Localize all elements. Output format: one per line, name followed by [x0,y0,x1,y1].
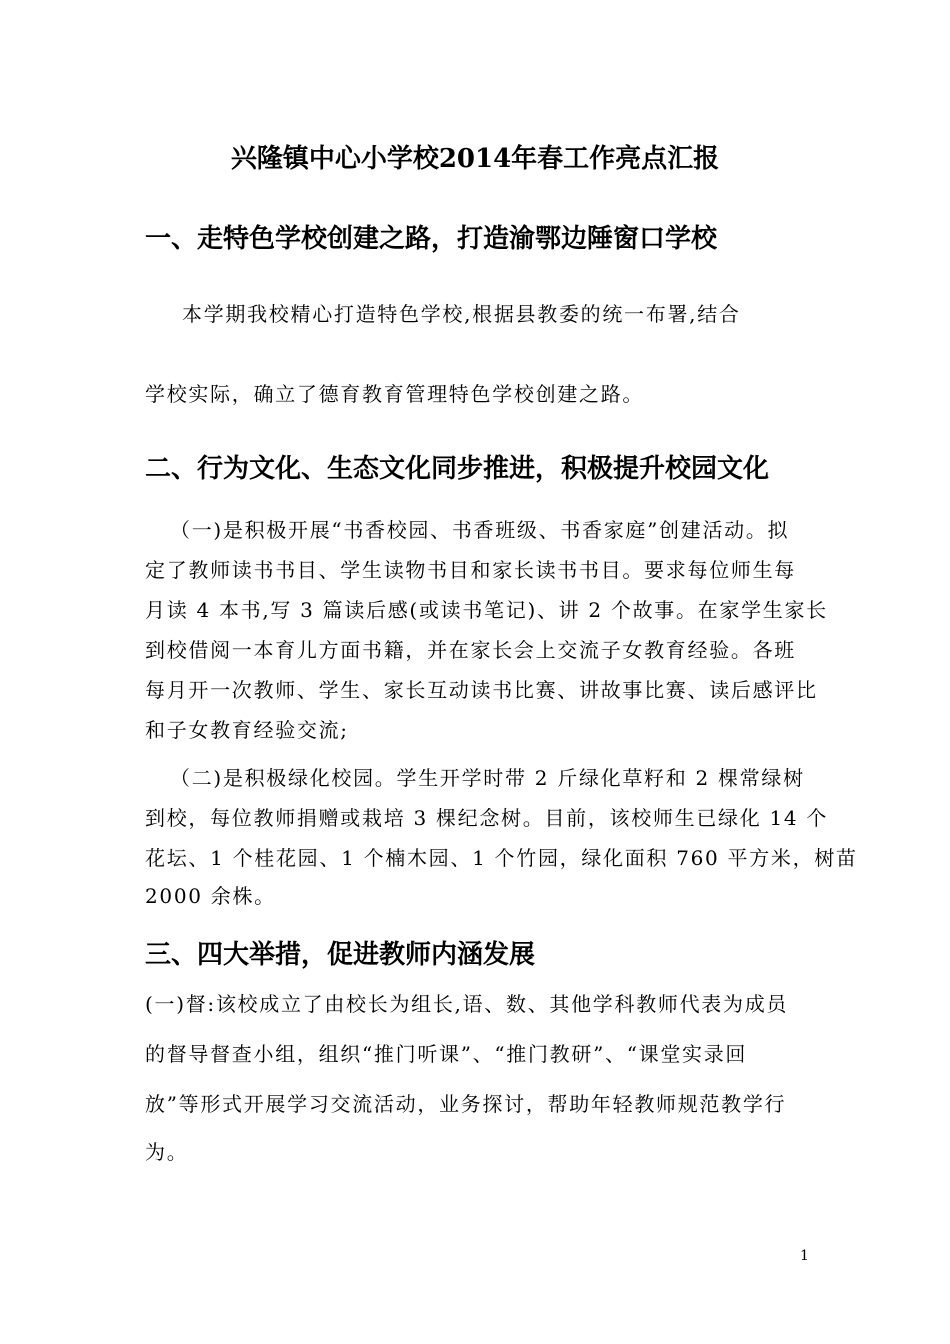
section-heading-1: 一、走特色学校创建之路，打造渝鄂边陲窗口学校 [145,224,718,254]
paragraph-line: 的督导督查小组，组织“推门听课”、“推门教研”、“课堂实录回 [145,1042,748,1066]
paragraph-line: (一)督:该校成立了由校长为组长,语、数、其他学科教师代表为成员 [145,992,789,1016]
paragraph-line: 放”等形式开展学习交流活动，业务探讨，帮助年轻教师规范教学行 [145,1092,787,1116]
paragraph-line: 定了教师读书书目、学生读物书目和家长读书书目。要求每位师生每 [145,558,796,582]
paragraph-line: （二)是积极绿化校园。学生开学时带 2 斤绿化草籽和 2 棵常绿树 [170,766,805,790]
paragraph-line: 2000 余株。 [145,884,276,908]
paragraph-line: 月读 4 本书,写 3 篇读后感(或读书笔记)、讲 2 个故事。在家学生家长 [145,598,828,622]
paragraph-line: 学校实际，确立了德育教育管理特色学校创建之路。 [145,382,645,406]
paragraph-line: 和子女教育经验交流; [145,718,349,742]
paragraph-line: 到校，每位教师捐赠或栽培 3 棵纪念树。目前，该校师生已绿化 14 个 [145,806,829,830]
section-heading-3: 三、四大举措，促进教师内涵发展 [145,940,536,970]
document-title: 兴隆镇中心小学校2014年春工作亮点汇报 [230,144,720,174]
section-heading-2: 二、行为文化、生态文化同步推进，积极提升校园文化 [145,454,770,484]
paragraph-line: （一)是积极开展“书香校园、书香班级、书香家庭”创建活动。拟 [170,518,790,542]
page-number: 1 [800,1248,809,1264]
paragraph-line: 本学期我校精心打造特色学校,根据县教委的统一布署,结合 [182,302,741,326]
paragraph-line: 每月开一次教师、学生、家长互动读书比赛、讲故事比赛、读后感评比 [145,678,818,702]
paragraph-line: 为。 [145,1140,189,1164]
paragraph-line: 花坛、1 个桂花园、1 个楠木园、1 个竹园，绿化面积 760 平方米，树苗 [145,846,858,870]
paragraph-line: 到校借阅一本育儿方面书籍，并在家长会上交流子女教育经验。各班 [145,638,796,662]
